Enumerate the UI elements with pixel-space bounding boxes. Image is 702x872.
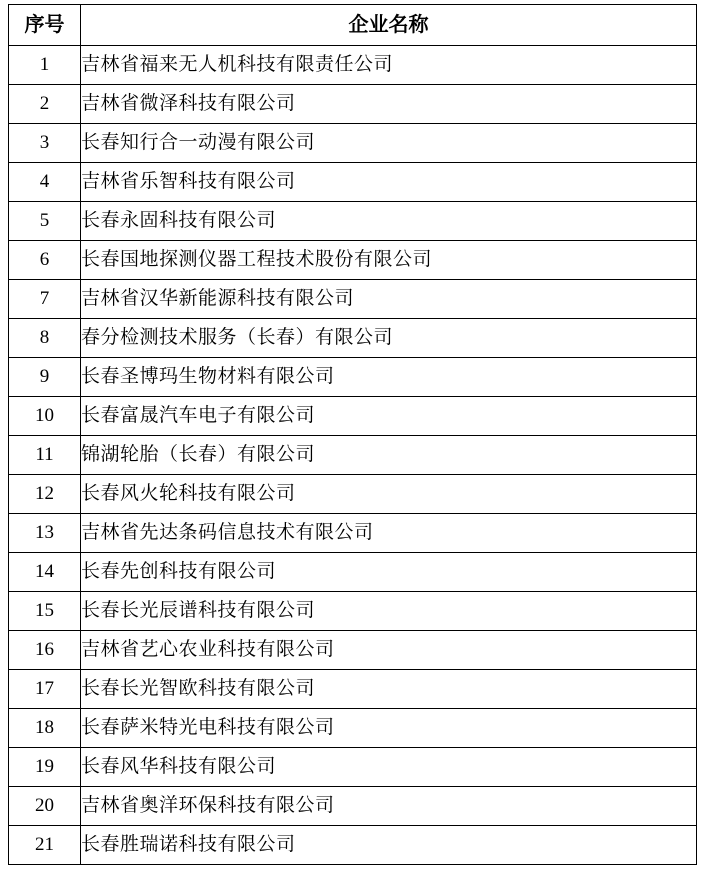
cell-company-name: 长春永固科技有限公司 bbox=[81, 202, 697, 241]
cell-company-name: 长春富晟汽车电子有限公司 bbox=[81, 397, 697, 436]
table-row bbox=[9, 553, 697, 592]
cell-company-name: 长春长光智欧科技有限公司 bbox=[81, 670, 697, 709]
table-row bbox=[9, 280, 697, 319]
cell-company-name: 长春先创科技有限公司 bbox=[81, 553, 697, 592]
cell-index: 5 bbox=[9, 202, 81, 241]
cell-company-name: 春分检测技术服务（长春）有限公司 bbox=[81, 319, 697, 358]
table-row bbox=[9, 631, 697, 670]
table-row bbox=[9, 475, 697, 514]
table-row bbox=[9, 163, 697, 202]
cell-company-name: 长春长光辰谱科技有限公司 bbox=[81, 592, 697, 631]
table-row bbox=[9, 202, 697, 241]
table-row bbox=[9, 436, 697, 475]
cell-index: 21 bbox=[9, 826, 81, 865]
table-row bbox=[9, 397, 697, 436]
table-row bbox=[9, 748, 697, 787]
cell-company-name: 吉林省福来无人机科技有限责任公司 bbox=[81, 46, 697, 85]
column-header-name: 企业名称 bbox=[81, 5, 697, 46]
table-row bbox=[9, 85, 697, 124]
table-header bbox=[9, 5, 697, 46]
cell-index: 20 bbox=[9, 787, 81, 826]
cell-company-name: 吉林省奥洋环保科技有限公司 bbox=[81, 787, 697, 826]
cell-index: 11 bbox=[9, 436, 81, 475]
table-row bbox=[9, 358, 697, 397]
cell-index: 19 bbox=[9, 748, 81, 787]
table-row bbox=[9, 826, 697, 865]
cell-company-name: 长春国地探测仪器工程技术股份有限公司 bbox=[81, 241, 697, 280]
cell-index: 10 bbox=[9, 397, 81, 436]
cell-index: 14 bbox=[9, 553, 81, 592]
cell-company-name: 长春风火轮科技有限公司 bbox=[81, 475, 697, 514]
cell-index: 6 bbox=[9, 241, 81, 280]
cell-company-name: 长春萨米特光电科技有限公司 bbox=[81, 709, 697, 748]
table-row bbox=[9, 670, 697, 709]
cell-index: 17 bbox=[9, 670, 81, 709]
table-row bbox=[9, 124, 697, 163]
cell-company-name: 长春胜瑞诺科技有限公司 bbox=[81, 826, 697, 865]
cell-company-name: 长春圣博玛生物材料有限公司 bbox=[81, 358, 697, 397]
cell-company-name: 吉林省乐智科技有限公司 bbox=[81, 163, 697, 202]
table-body bbox=[9, 46, 697, 865]
cell-index: 16 bbox=[9, 631, 81, 670]
cell-index: 12 bbox=[9, 475, 81, 514]
cell-company-name: 锦湖轮胎（长春）有限公司 bbox=[81, 436, 697, 475]
cell-company-name: 吉林省艺心农业科技有限公司 bbox=[81, 631, 697, 670]
cell-index: 7 bbox=[9, 280, 81, 319]
table-row bbox=[9, 514, 697, 553]
column-header-index: 序号 bbox=[9, 5, 81, 46]
table-row bbox=[9, 241, 697, 280]
cell-company-name: 长春风华科技有限公司 bbox=[81, 748, 697, 787]
cell-index: 9 bbox=[9, 358, 81, 397]
cell-index: 2 bbox=[9, 85, 81, 124]
table-row bbox=[9, 46, 697, 85]
cell-index: 4 bbox=[9, 163, 81, 202]
table-row bbox=[9, 709, 697, 748]
company-list-table bbox=[8, 4, 697, 865]
table-row bbox=[9, 319, 697, 358]
cell-index: 15 bbox=[9, 592, 81, 631]
cell-company-name: 吉林省微泽科技有限公司 bbox=[81, 85, 697, 124]
cell-index: 18 bbox=[9, 709, 81, 748]
cell-index: 3 bbox=[9, 124, 81, 163]
cell-company-name: 长春知行合一动漫有限公司 bbox=[81, 124, 697, 163]
cell-index: 13 bbox=[9, 514, 81, 553]
table-row bbox=[9, 787, 697, 826]
table-header-row bbox=[9, 5, 697, 46]
cell-index: 8 bbox=[9, 319, 81, 358]
cell-index: 1 bbox=[9, 46, 81, 85]
table-row bbox=[9, 592, 697, 631]
cell-company-name: 吉林省汉华新能源科技有限公司 bbox=[81, 280, 697, 319]
cell-company-name: 吉林省先达条码信息技术有限公司 bbox=[81, 514, 697, 553]
